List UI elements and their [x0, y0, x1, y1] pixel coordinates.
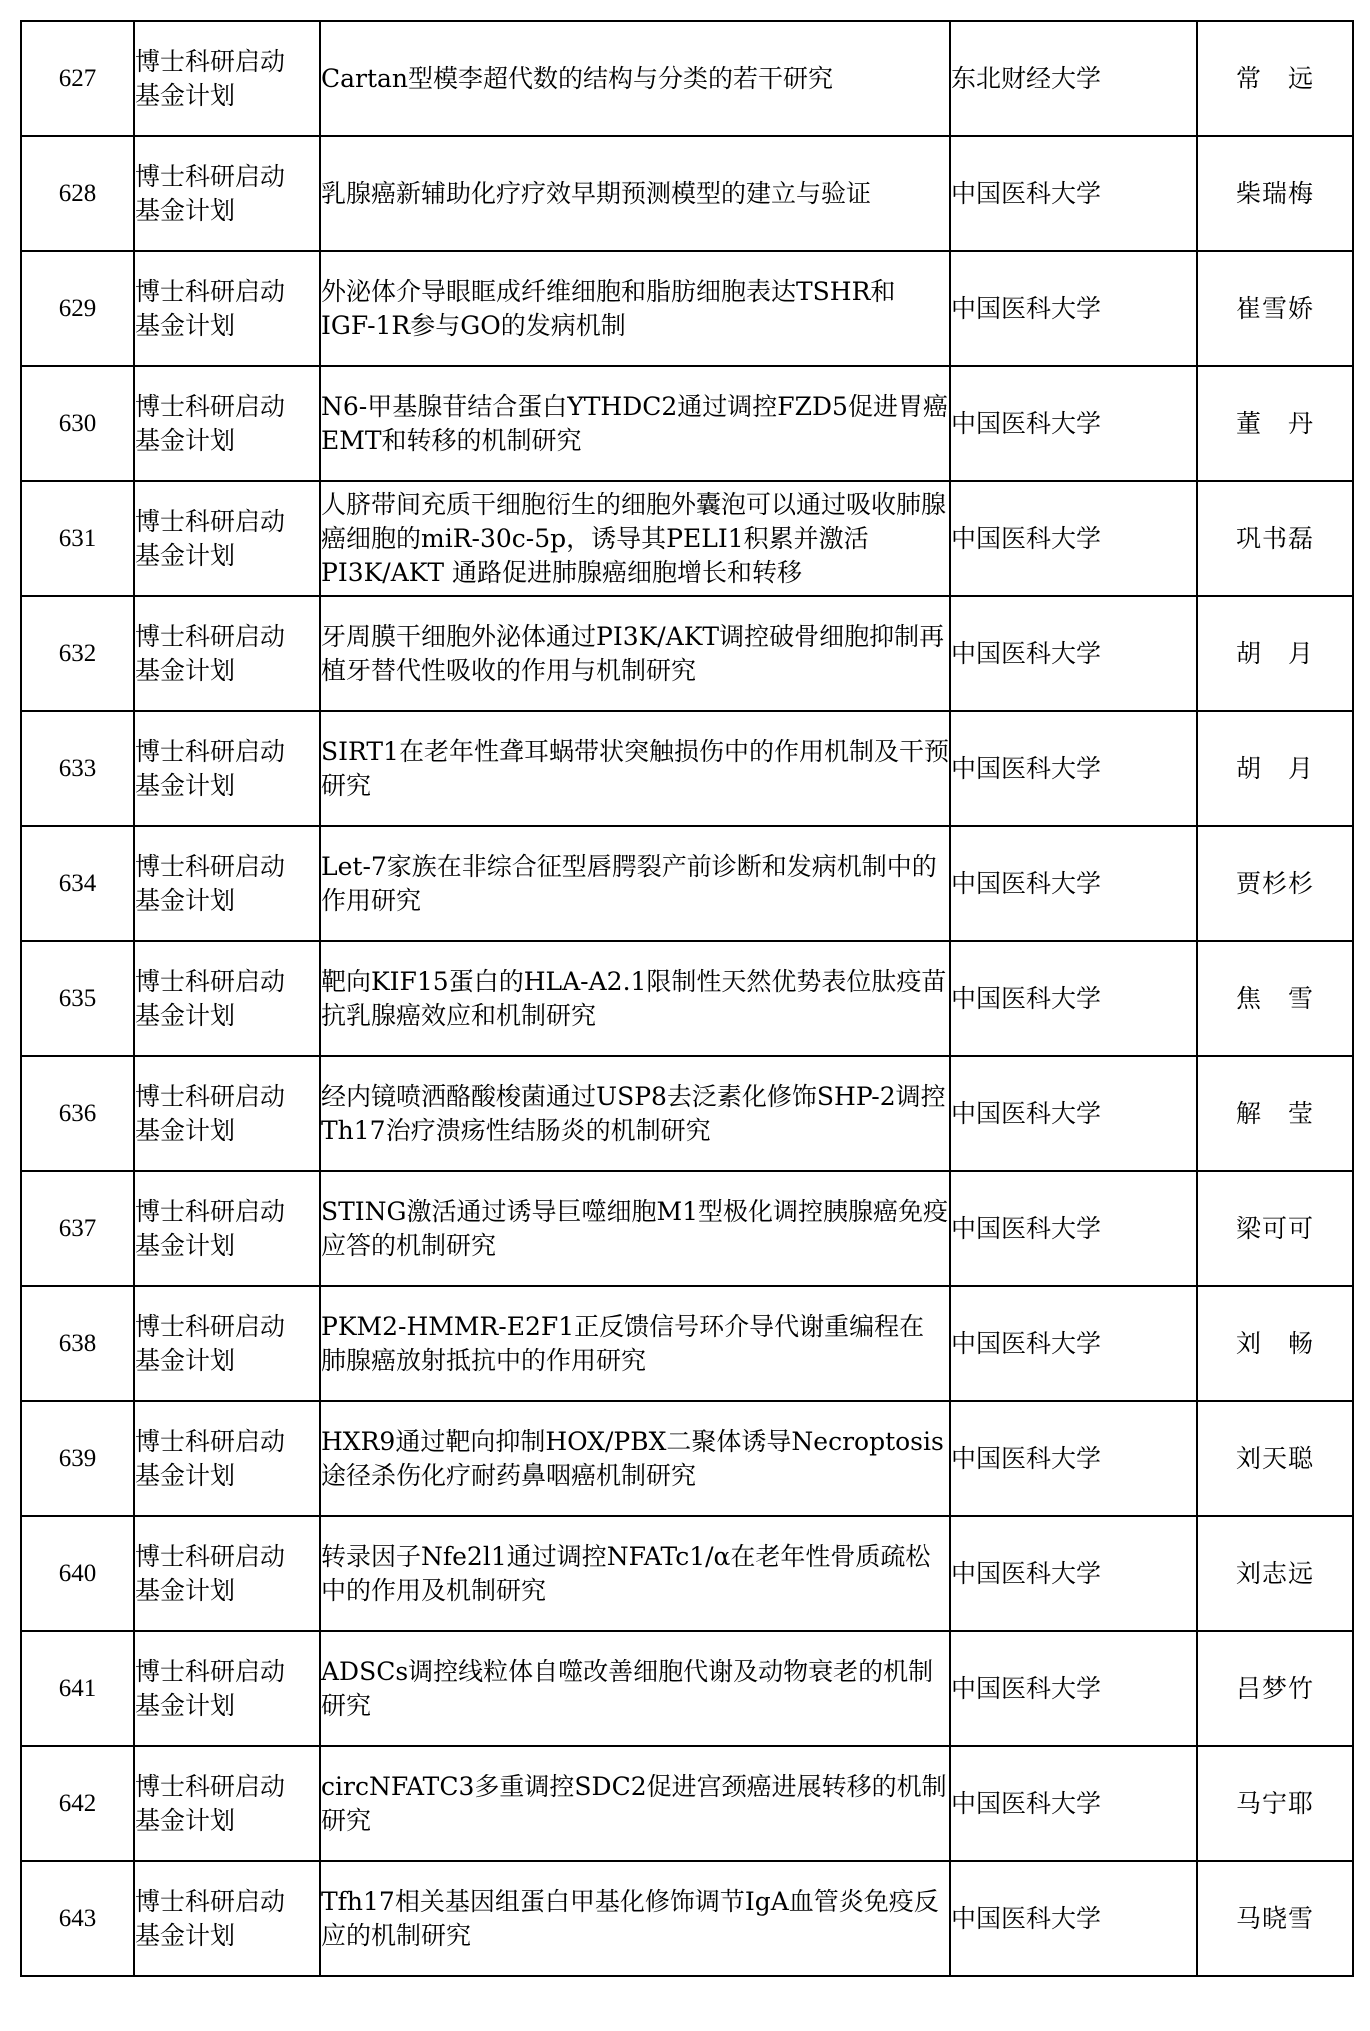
project-title: 牙周膜干细胞外泌体通过PI3K/AKT调控破骨细胞抑制再植牙替代性吸收的作用与机制研究 [320, 596, 950, 711]
applicant-name: 胡 月 [1197, 596, 1353, 711]
institution: 中国医科大学 [950, 1631, 1197, 1746]
program-type-line-1: 博士科研启动 [135, 1541, 286, 1571]
applicant-name: 吕梦竹 [1197, 1631, 1353, 1746]
row-number: 637 [21, 1171, 134, 1286]
program-type-line-2: 基金计划 [135, 1345, 236, 1375]
program-type-line-2: 基金计划 [135, 195, 236, 225]
project-title: ADSCs调控线粒体自噬改善细胞代谢及动物衰老的机制研究 [320, 1631, 950, 1746]
applicant-name: 崔雪娇 [1197, 251, 1353, 366]
institution: 中国医科大学 [950, 941, 1197, 1056]
program-type [134, 481, 320, 596]
table-row [21, 1746, 1353, 1861]
institution: 中国医科大学 [950, 826, 1197, 941]
institution: 中国医科大学 [950, 251, 1197, 366]
table-row [21, 1401, 1353, 1516]
program-type-line-1: 博士科研启动 [135, 966, 286, 996]
institution: 中国医科大学 [950, 596, 1197, 711]
program-type-line-2: 基金计划 [135, 655, 236, 685]
table-row [21, 21, 1353, 136]
institution: 中国医科大学 [950, 136, 1197, 251]
program-type-line-1: 博士科研启动 [135, 1771, 286, 1801]
program-type-line-1: 博士科研启动 [135, 1656, 286, 1686]
program-type [134, 1746, 320, 1861]
program-type-line-2: 基金计划 [135, 1920, 236, 1950]
program-type [134, 136, 320, 251]
table-row [21, 1171, 1353, 1286]
program-type-line-1: 博士科研启动 [135, 276, 286, 306]
program-type-line-2: 基金计划 [135, 1575, 236, 1605]
institution: 中国医科大学 [950, 481, 1197, 596]
row-number: 638 [21, 1286, 134, 1401]
program-type-line-1: 博士科研启动 [135, 851, 286, 881]
project-title: 靶向KIF15蛋白的HLA-A2.1限制性天然优势表位肽疫苗抗乳腺癌效应和机制研究 [320, 941, 950, 1056]
row-number: 629 [21, 251, 134, 366]
program-type-line-1: 博士科研启动 [135, 1311, 286, 1341]
institution: 中国医科大学 [950, 1401, 1197, 1516]
project-title: Tfh17相关基因组蛋白甲基化修饰调节IgA血管炎免疫反应的机制研究 [320, 1861, 950, 1976]
project-title: 乳腺癌新辅助化疗疗效早期预测模型的建立与验证 [320, 136, 950, 251]
applicant-name: 解 莹 [1197, 1056, 1353, 1171]
project-title: 转录因子Nfe2l1通过调控NFATc1/α在老年性骨质疏松中的作用及机制研究 [320, 1516, 950, 1631]
row-number: 627 [21, 21, 134, 136]
program-type-line-2: 基金计划 [135, 770, 236, 800]
program-type-line-1: 博士科研启动 [135, 1081, 286, 1111]
applicant-name: 董 丹 [1197, 366, 1353, 481]
institution: 中国医科大学 [950, 1171, 1197, 1286]
institution: 中国医科大学 [950, 1056, 1197, 1171]
applicant-name: 焦 雪 [1197, 941, 1353, 1056]
project-title: Let-7家族在非综合征型唇腭裂产前诊断和发病机制中的作用研究 [320, 826, 950, 941]
program-type-line-1: 博士科研启动 [135, 1426, 286, 1456]
row-number: 643 [21, 1861, 134, 1976]
row-number: 639 [21, 1401, 134, 1516]
program-type [134, 1631, 320, 1746]
program-type-line-2: 基金计划 [135, 425, 236, 455]
institution: 中国医科大学 [950, 1746, 1197, 1861]
program-type [134, 1171, 320, 1286]
program-type-line-1: 博士科研启动 [135, 506, 286, 536]
program-type-line-1: 博士科研启动 [135, 1196, 286, 1226]
program-type-line-2: 基金计划 [135, 1230, 236, 1260]
row-number: 634 [21, 826, 134, 941]
project-title: N6-甲基腺苷结合蛋白YTHDC2通过调控FZD5促进胃癌EMT和转移的机制研究 [320, 366, 950, 481]
applicant-name: 刘志远 [1197, 1516, 1353, 1631]
applicant-name: 贾杉杉 [1197, 826, 1353, 941]
program-type-line-2: 基金计划 [135, 1805, 236, 1835]
applicant-name: 梁可可 [1197, 1171, 1353, 1286]
program-type-line-2: 基金计划 [135, 80, 236, 110]
table-row [21, 136, 1353, 251]
program-type [134, 21, 320, 136]
row-number: 635 [21, 941, 134, 1056]
table-row [21, 366, 1353, 481]
program-type-line-1: 博士科研启动 [135, 46, 286, 76]
table-row [21, 1286, 1353, 1401]
row-number: 636 [21, 1056, 134, 1171]
applicant-name: 胡 月 [1197, 711, 1353, 826]
program-type [134, 826, 320, 941]
program-type [134, 1861, 320, 1976]
program-type [134, 1401, 320, 1516]
applicant-name: 巩书磊 [1197, 481, 1353, 596]
program-type [134, 1056, 320, 1171]
table-row [21, 481, 1353, 596]
program-type-line-2: 基金计划 [135, 1690, 236, 1720]
applicant-name: 刘 畅 [1197, 1286, 1353, 1401]
program-type [134, 366, 320, 481]
project-title: 人脐带间充质干细胞衍生的细胞外囊泡可以通过吸收肺腺癌细胞的miR-30c-5p，诱导其PELI1积累并激活 PI3K/AKT 通路促进肺腺癌细胞增长和转移 [320, 481, 950, 596]
table-row [21, 251, 1353, 366]
program-type [134, 1516, 320, 1631]
project-table [20, 20, 1354, 1977]
program-type [134, 1286, 320, 1401]
table-row [21, 1861, 1353, 1976]
program-type-line-2: 基金计划 [135, 885, 236, 915]
institution: 中国医科大学 [950, 366, 1197, 481]
row-number: 641 [21, 1631, 134, 1746]
project-title: STING激活通过诱导巨噬细胞M1型极化调控胰腺癌免疫应答的机制研究 [320, 1171, 950, 1286]
project-table-body [21, 21, 1353, 1976]
project-title: HXR9通过靶向抑制HOX/PBX二聚体诱导Necroptosis途径杀伤化疗耐药鼻咽癌机制研究 [320, 1401, 950, 1516]
table-row [21, 1631, 1353, 1746]
program-type-line-2: 基金计划 [135, 540, 236, 570]
table-row [21, 826, 1353, 941]
institution: 中国医科大学 [950, 711, 1197, 826]
row-number: 631 [21, 481, 134, 596]
project-title: 外泌体介导眼眶成纤维细胞和脂肪细胞表达TSHR和IGF-1R参与GO的发病机制 [320, 251, 950, 366]
row-number: 630 [21, 366, 134, 481]
program-type-line-2: 基金计划 [135, 1460, 236, 1490]
row-number: 628 [21, 136, 134, 251]
row-number: 632 [21, 596, 134, 711]
institution: 东北财经大学 [950, 21, 1197, 136]
table-row [21, 1056, 1353, 1171]
table-row [21, 596, 1353, 711]
program-type-line-1: 博士科研启动 [135, 1886, 286, 1916]
applicant-name: 马宁耶 [1197, 1746, 1353, 1861]
program-type-line-2: 基金计划 [135, 1115, 236, 1145]
program-type-line-1: 博士科研启动 [135, 161, 286, 191]
row-number: 640 [21, 1516, 134, 1631]
applicant-name: 马晓雪 [1197, 1861, 1353, 1976]
program-type-line-1: 博士科研启动 [135, 621, 286, 651]
program-type [134, 251, 320, 366]
project-title: SIRT1在老年性聋耳蜗带状突触损伤中的作用机制及干预研究 [320, 711, 950, 826]
table-row [21, 941, 1353, 1056]
institution: 中国医科大学 [950, 1861, 1197, 1976]
applicant-name: 柴瑞梅 [1197, 136, 1353, 251]
project-title: 经内镜喷洒酪酸梭菌通过USP8去泛素化修饰SHP-2调控Th17治疗溃疡性结肠炎的机制研究 [320, 1056, 950, 1171]
institution: 中国医科大学 [950, 1516, 1197, 1631]
project-title: Cartan型模李超代数的结构与分类的若干研究 [320, 21, 950, 136]
applicant-name: 常 远 [1197, 21, 1353, 136]
program-type [134, 596, 320, 711]
table-row [21, 711, 1353, 826]
project-title: circNFATC3多重调控SDC2促进宫颈癌进展转移的机制研究 [320, 1746, 950, 1861]
project-title: PKM2-HMMR-E2F1正反馈信号环介导代谢重编程在肺腺癌放射抵抗中的作用研究 [320, 1286, 950, 1401]
institution: 中国医科大学 [950, 1286, 1197, 1401]
program-type-line-2: 基金计划 [135, 310, 236, 340]
program-type-line-1: 博士科研启动 [135, 736, 286, 766]
row-number: 642 [21, 1746, 134, 1861]
program-type-line-2: 基金计划 [135, 1000, 236, 1030]
program-type [134, 711, 320, 826]
applicant-name: 刘天聪 [1197, 1401, 1353, 1516]
row-number: 633 [21, 711, 134, 826]
program-type [134, 941, 320, 1056]
program-type-line-1: 博士科研启动 [135, 391, 286, 421]
table-row [21, 1516, 1353, 1631]
